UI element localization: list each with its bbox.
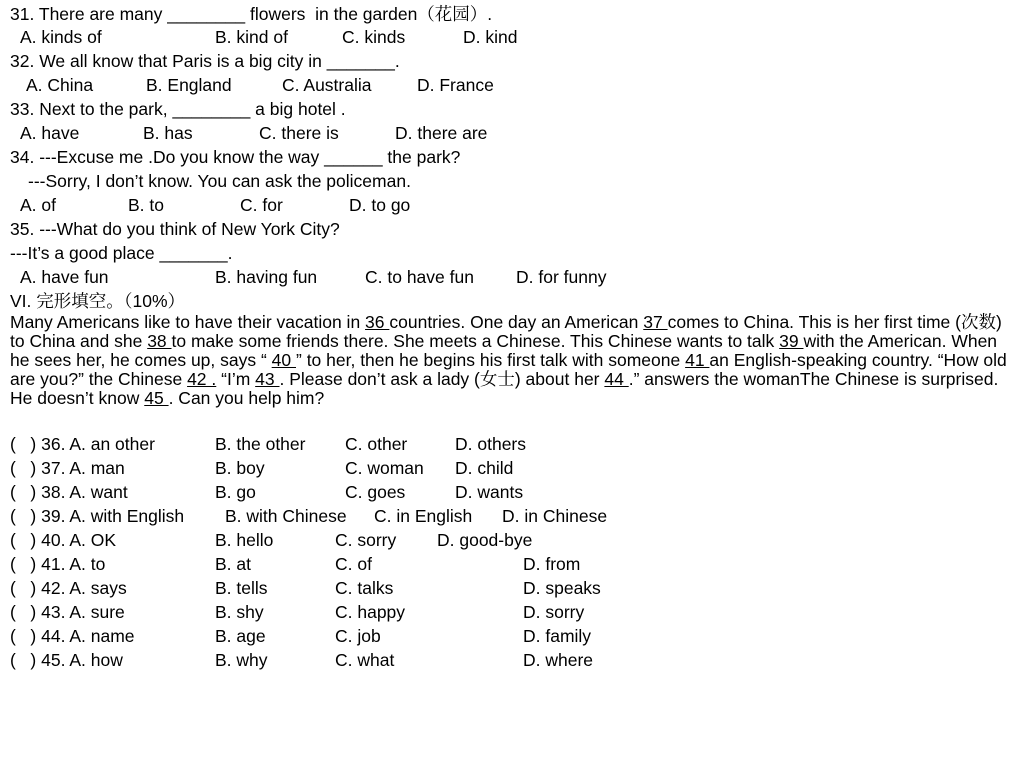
option-c: C. job (335, 626, 381, 646)
option-d: D. wants (455, 482, 524, 502)
question-34-reply: ---Sorry, I don’t know. You can ask the policeman. (28, 171, 411, 191)
section-title: VI. 完形填空。（10%） (10, 291, 186, 311)
q31-option-c: C. kinds (342, 27, 406, 47)
passage-text: . Please don’t ask a lady (女士) about her (279, 369, 605, 389)
passage-text: to make some friends there. She meets a Chinese. This Chinese wants to talk (171, 331, 780, 351)
q34-option-c: C. for (240, 195, 283, 215)
q35-option-c: C. to have fun (365, 267, 474, 287)
option-question-and-a: ( ) 41. A. to (10, 554, 106, 574)
blank-44: 44 (604, 369, 629, 389)
q34-option-d: D. to go (349, 195, 411, 215)
q32-option-a: A. China (26, 75, 94, 95)
q33-option-b: B. has (143, 123, 193, 143)
blank-36: 36 (365, 312, 390, 332)
blank-43: 43 (255, 369, 280, 389)
q32-option-c: C. Australia (282, 75, 372, 95)
option-c: C. of (335, 554, 372, 574)
option-b: B. age (215, 626, 266, 646)
option-d: D. speaks (523, 578, 601, 598)
option-d: D. others (455, 434, 526, 454)
passage-text: countries. One day an American (389, 312, 644, 332)
option-b: B. why (215, 650, 268, 670)
passage-text: ” to her, then he begins his first talk with someone (296, 350, 686, 370)
option-c: C. woman (345, 458, 424, 478)
question-34-stem: 34. ---Excuse me .Do you know the way ______ the park? (10, 147, 461, 167)
blank-39: 39 (779, 331, 804, 351)
option-b: B. the other (215, 434, 306, 454)
blank-40: 40 (271, 350, 296, 370)
option-b: B. shy (215, 602, 264, 622)
option-question-and-a: ( ) 45. A. how (10, 650, 123, 670)
option-d: D. child (455, 458, 514, 478)
option-question-and-a: ( ) 36. A. an other (10, 434, 155, 454)
option-b: B. at (215, 554, 251, 574)
option-question-and-a: ( ) 44. A. name (10, 626, 135, 646)
q35-option-b: B. having fun (215, 267, 318, 287)
option-d: D. good-bye (437, 530, 533, 550)
passage-text: Many Americans like to have their vacation in (10, 312, 366, 332)
option-c: C. happy (335, 602, 406, 622)
option-question-and-a: ( ) 42. A. says (10, 578, 127, 598)
blank-38: 38 (147, 331, 172, 351)
option-d: D. from (523, 554, 581, 574)
option-b: B. with Chinese (225, 506, 347, 526)
option-c: C. sorry (335, 530, 397, 550)
option-d: D. family (523, 626, 592, 646)
q31-option-b: B. kind of (215, 27, 288, 47)
question-35-reply: ---It’s a good place _______. (10, 243, 233, 263)
option-c: C. in English (374, 506, 473, 526)
question-31-stem: 31. There are many ________ flowers in the garden（花园）. (10, 4, 493, 24)
option-c: C. what (335, 650, 395, 670)
option-question-and-a: ( ) 40. A. OK (10, 530, 117, 550)
passage-text: an English-speaking country. “How old are you?” the Chinese (10, 350, 1007, 389)
cloze-passage (10, 313, 1010, 408)
question-32-stem: 32. We all know that Paris is a big city in _______. (10, 51, 400, 71)
q35-option-a: A. have fun (20, 267, 109, 287)
q31-option-a: A. kinds of (20, 27, 102, 47)
option-c: C. goes (345, 482, 406, 502)
q34-option-a: A. of (20, 195, 56, 215)
option-d: D. where (523, 650, 594, 670)
question-35-stem: 35. ---What do you think of New York City? (10, 219, 340, 239)
q32-option-d: D. France (417, 75, 494, 95)
q33-option-a: A. have (20, 123, 80, 143)
question-33-stem: 33. Next to the park, ________ a big hotel . (10, 99, 346, 119)
passage-text: . Can you help him? (168, 388, 325, 408)
blank-37: 37 (643, 312, 668, 332)
option-b: B. hello (215, 530, 274, 550)
blank-45: 45 (144, 388, 169, 408)
option-question-and-a: ( ) 37. A. man (10, 458, 125, 478)
option-question-and-a: ( ) 38. A. want (10, 482, 128, 502)
option-c: C. other (345, 434, 408, 454)
option-d: D. sorry (523, 602, 585, 622)
q33-option-d: D. there are (395, 123, 488, 143)
q34-option-b: B. to (128, 195, 164, 215)
option-b: B. tells (215, 578, 268, 598)
passage-text: .” answers the womanThe Chinese is surprised. He doesn’t know (10, 369, 999, 408)
option-b: B. boy (215, 458, 265, 478)
q31-option-d: D. kind (463, 27, 518, 47)
blank-41: 41 (685, 350, 710, 370)
passage-text: “I’m (216, 369, 256, 389)
option-b: B. go (215, 482, 256, 502)
q32-option-b: B. England (146, 75, 232, 95)
q35-option-d: D. for funny (516, 267, 607, 287)
passage-text: comes to China. This is her first time (次数) to China and she (10, 312, 1002, 351)
option-d: D. in Chinese (502, 506, 608, 526)
blank-42: 42 . (187, 369, 217, 389)
option-question-and-a: ( ) 43. A. sure (10, 602, 125, 622)
option-question-and-a: ( ) 39. A. with English (10, 506, 185, 526)
option-c: C. talks (335, 578, 394, 598)
passage-text: with the American. When he sees her, he comes up, says “ (10, 331, 998, 370)
q33-option-c: C. there is (259, 123, 339, 143)
